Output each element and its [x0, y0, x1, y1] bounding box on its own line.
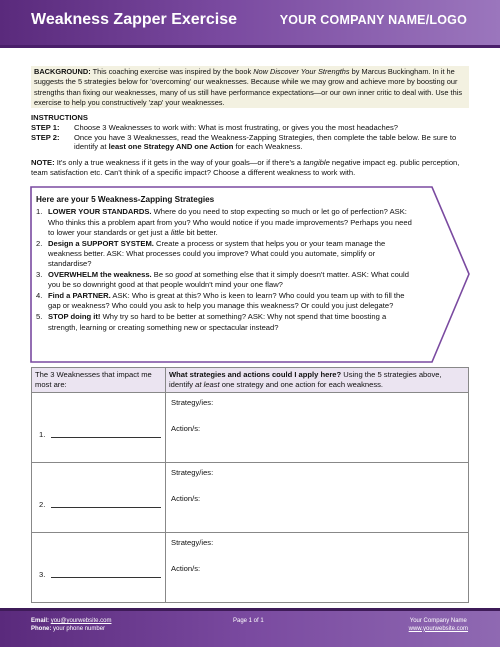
phone-label: Phone:: [31, 625, 52, 632]
note-text-b: negative impact eg. public perception, team satisfaction etc. Can't think of a specific impact? Choose a different weakness to work with.: [31, 158, 460, 177]
company-logo: YOUR COMPANY NAME/LOGO: [279, 13, 467, 27]
weakness-cell-2[interactable]: [32, 463, 166, 533]
table-row: [32, 463, 469, 533]
strategy-text: [48, 312, 416, 333]
company-name: Your Company Name: [409, 618, 467, 624]
strategy-italic: good: [175, 270, 193, 280]
strategy-item: [36, 270, 416, 291]
strategies-box: [36, 195, 416, 333]
strategies-title: Here are your 5 Weakness-Zapping Strategies: [36, 195, 215, 204]
background-label: BACKGROUND:: [34, 67, 91, 76]
strategy-italic: little: [170, 227, 185, 237]
table-header-text-c: one strategy and one action for each weakness.: [219, 379, 384, 389]
table-header-bold: What strategies and actions could I apply here?: [169, 370, 342, 379]
page-title: Weakness Zapper Exercise: [31, 11, 238, 28]
table-header-weaknesses: The 3 Weaknesses that impact me most are:: [32, 368, 166, 393]
email-link[interactable]: you@yourwebsite.com: [50, 618, 112, 624]
footer-company: [409, 618, 468, 633]
weakness-cell-1[interactable]: [32, 393, 166, 463]
note-label: NOTE:: [31, 158, 55, 167]
strategy-item: [36, 207, 416, 238]
weakness-cell-3[interactable]: [32, 533, 166, 603]
strategy-cell-2[interactable]: [166, 463, 469, 533]
strategy-body: Why try so hard to be better at something? ASK: Why not spend that time boosting a strength, learning or creating something new or spectacular instead?: [48, 312, 387, 332]
step-2-text-a: Once you have 3 Weaknesses, read the Weakness-Zapping Strategies, then complete the table below. Be sure to identify at: [74, 132, 457, 152]
strategy-cell-1[interactable]: [166, 393, 469, 463]
step-2-bold: least one Strategy AND one Action: [108, 142, 234, 152]
weakness-input-line[interactable]: [51, 577, 161, 578]
action-label: Action/s:: [171, 424, 201, 433]
strategy-heading: STOP doing it!: [48, 312, 101, 322]
strategy-number: 3.: [36, 270, 43, 280]
action-label: Action/s:: [171, 564, 201, 573]
weakness-input-line[interactable]: [51, 507, 161, 508]
strategy-number: 5.: [36, 312, 43, 322]
step-2-label: STEP 2:: [31, 132, 60, 142]
strategy-body-end: bit better.: [184, 227, 218, 237]
step-1-label: STEP 1:: [31, 122, 60, 132]
strategy-heading: Find a PARTNER.: [48, 291, 111, 301]
strategy-body: Where do you need to stop expecting so much or let go of perfection? ASK: Who thinks this a problem apart from you? Who would notice if you made improvements? Perhaps you need to lower your standards or get just a: [48, 207, 412, 237]
table-row: [32, 533, 469, 603]
strategy-item: [36, 239, 416, 270]
strategy-number: 2.: [36, 238, 43, 248]
action-label: Action/s:: [171, 494, 201, 503]
strategy-body: ASK: Who is great at this? Who is keen to learn? Who could you team up with to fill the gap or weakness? Who could you ask to help you manage this weakness? Or could you just delegate?: [48, 291, 405, 311]
strategies-list: [36, 207, 416, 333]
note-text-a: It's only a true weakness if it gets in the way of your goals—or if there's a: [54, 158, 304, 167]
strategy-item: [36, 291, 416, 312]
table-header-strategies: [166, 368, 469, 393]
weakness-number: 1.: [39, 430, 46, 439]
weakness-input-line[interactable]: [51, 437, 161, 438]
page-number: Page 1 of 1: [233, 618, 264, 624]
weakness-number: 3.: [39, 570, 46, 579]
footer-contact: [31, 618, 111, 633]
website-link[interactable]: www.yourwebsite.com: [408, 625, 468, 632]
strategy-text: [48, 207, 416, 238]
strategy-number: 4.: [36, 291, 43, 301]
strategy-heading: Design a SUPPORT SYSTEM.: [48, 238, 154, 248]
background-text-1: This coaching exercise was inspired by the book: [90, 67, 254, 76]
table-header-italic: at least: [195, 379, 220, 389]
instructions-heading: INSTRUCTIONS: [31, 113, 88, 122]
strategy-heading: LOWER YOUR STANDARDS.: [48, 207, 152, 217]
strategy-body-end: at something else that it simply doesn't matter. ASK: What could you be so downright good at that people wouldn't mind your one flaw?: [48, 270, 409, 290]
weakness-table: [31, 367, 469, 603]
strategy-cell-3[interactable]: [166, 533, 469, 603]
strategy-label: Strategy/ies:: [171, 468, 214, 477]
strategy-body: Create a process or system that helps you or your team manage the weakness better. ASK: What processes could you improve? What could you automate, simplify or standardise?: [48, 238, 386, 269]
strategy-text: [48, 270, 416, 291]
step-2-text-b: for each Weakness.: [233, 142, 303, 152]
strategy-label: Strategy/ies:: [171, 538, 214, 547]
strategy-heading: OVERWHELM the weakness.: [48, 270, 152, 280]
background-text-2: by Marcus Buckingham. In it he suggests the 5 strategies below for 'overcoming' our weaknesses. Because while we may grow and achieve more by boosting our strengths than fixing our weaknesses, many of us still have performance expectations—or our own inner critic to deal with. Use this exercise to help you constructively 'zap' your weaknesses.: [34, 67, 463, 107]
email-label: Email:: [31, 618, 50, 624]
strategy-number: 1.: [36, 207, 43, 217]
weakness-number: 2.: [39, 500, 46, 509]
phone-number: your phone number: [53, 625, 106, 632]
strategy-body: Be so: [151, 270, 176, 280]
strategy-label: Strategy/ies:: [171, 398, 214, 407]
step-1-text: Choose 3 Weaknesses to work with: What is most frustrating, or gives you the most headaches?: [74, 122, 399, 132]
strategy-text: [48, 291, 416, 312]
table-row: [32, 393, 469, 463]
note-italic: tangible: [303, 158, 330, 167]
page-footer: [0, 608, 500, 647]
table-header-text-b: Using the 5 strategies above, identify: [169, 370, 442, 389]
strategy-item: [36, 312, 416, 333]
strategy-text: [48, 239, 416, 270]
book-title: Now Discover Your Strengths: [253, 67, 350, 76]
